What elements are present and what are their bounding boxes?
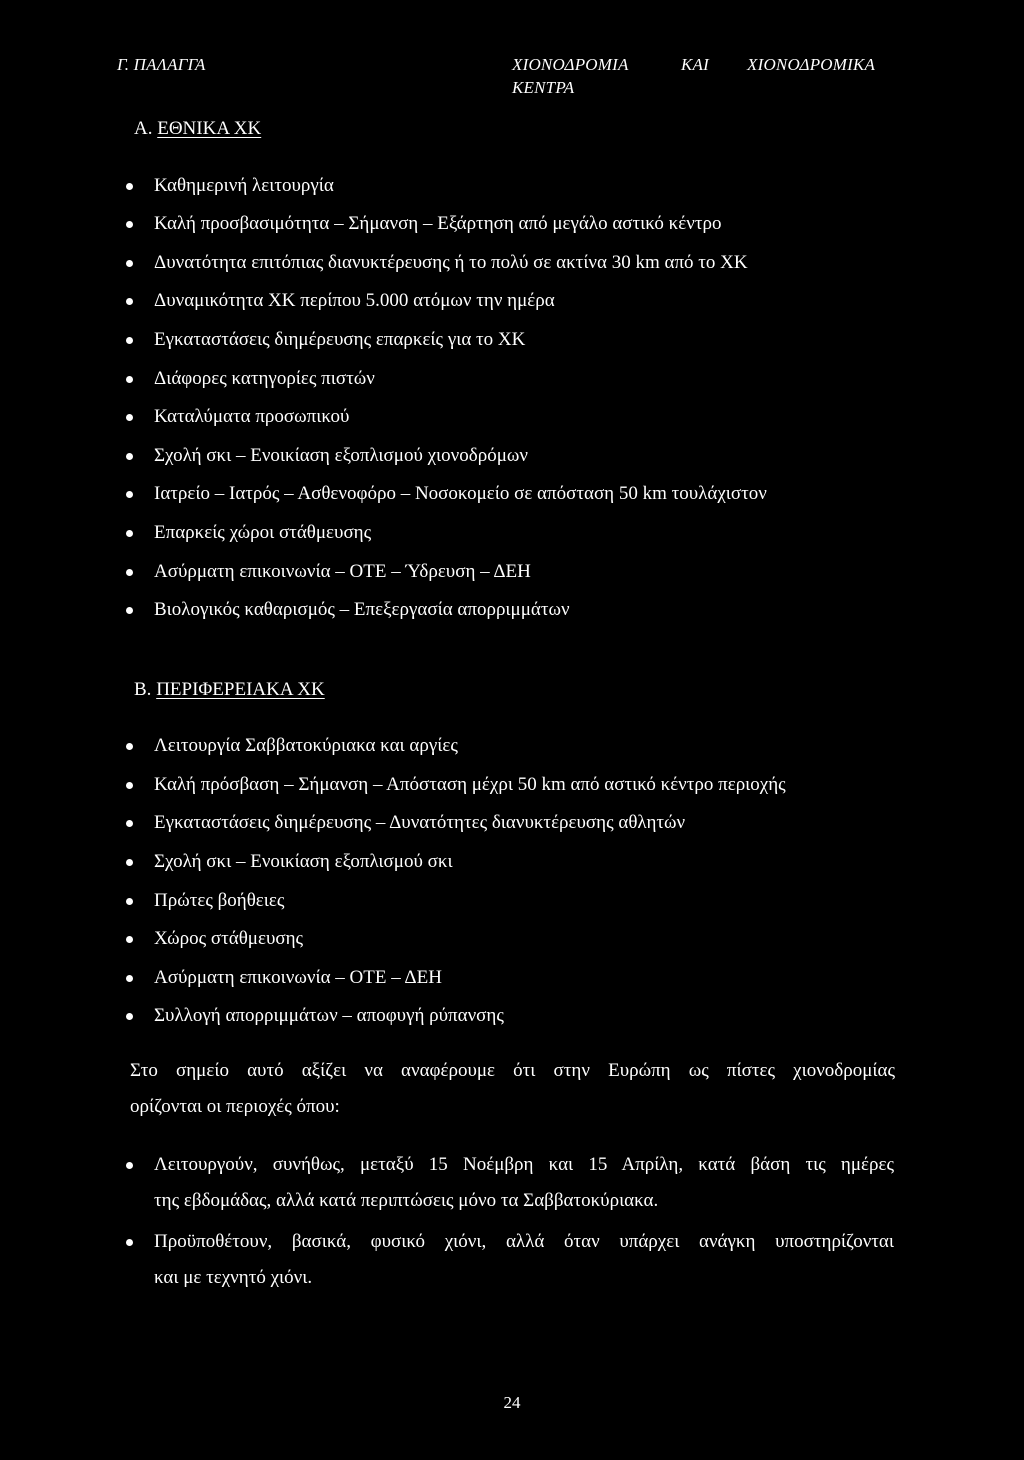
bullet-icon [126, 298, 133, 305]
bullet-icon [126, 183, 133, 190]
bullet-icon [126, 743, 133, 750]
bullet-icon [126, 1162, 133, 1169]
page-number: 24 [503, 1393, 521, 1412]
section-a-title: ΕΘΝΙΚΑ ΧΚ [157, 118, 262, 139]
bullet-icon [126, 782, 133, 789]
bullet-icon [126, 414, 133, 421]
bullet-icon [126, 936, 133, 943]
list-item [126, 1147, 896, 1219]
section-b-title: ΠΕΡΙΦΕΡΕΙΑΚΑ ΧΚ [156, 679, 325, 700]
bullet-icon [126, 898, 133, 905]
bullet-icon [126, 530, 133, 537]
bullet-icon [126, 376, 133, 383]
bullet-icon [126, 1239, 133, 1246]
section-b-prefix: Β. [134, 679, 152, 700]
bullet-icon [126, 453, 133, 460]
list-item [126, 1224, 896, 1296]
bullet-icon [126, 820, 133, 827]
header-title-word-3: ΧΙΟΝΟΔΡΟΜΙΚΑ [747, 55, 876, 74]
bullet-line-1: Λειτουργούν, συνήθως, μεταξύ 15 Νοέμβρη και 15 Απρίλη, κατά βάση τις ημέρες [154, 1154, 894, 1175]
paragraph-line-2: ορίζονται οι περιοχές όπου: [130, 1096, 340, 1117]
body-paragraph [130, 1053, 895, 1125]
section-b-heading [134, 678, 325, 702]
bullet-icon [126, 569, 133, 576]
header-title-word-1: ΧΙΟΝΟΔΡΟΜΙΑ [512, 55, 629, 74]
paragraph-line-1: Στο σημείο αυτό αξίζει να αναφέρουμε ότι στην Ευρώπη ως πίστες χιονοδρομίας [130, 1060, 895, 1081]
section-a-prefix: Α. [134, 118, 153, 139]
section-a-heading [134, 117, 261, 141]
header-title-line-2: ΚΕΝΤΡΑ [512, 78, 575, 97]
header-title-word-2: ΚΑΙ [681, 55, 709, 74]
bullet-icon [126, 607, 133, 614]
bullet-icon [126, 859, 133, 866]
header-author: Γ. ΠΑΛΑΓΓΑ [117, 55, 206, 74]
bullet-icon [126, 337, 133, 344]
bullet-line-2: και με τεχνητό χιόνι. [154, 1267, 313, 1288]
bullet-icon [126, 975, 133, 982]
bullet-icon [126, 221, 133, 228]
bullet-icon [126, 260, 133, 267]
bullet-line-1: Προϋποθέτουν, βασικά, φυσικό χιόνι, αλλά όταν υπάρχει ανάγκη υποστηρίζονται [154, 1231, 894, 1252]
bullet-icon [126, 491, 133, 498]
bullet-line-2: της εβδομάδας, αλλά κατά περιπτώσεις μόνο τα Σαββατοκύριακα. [154, 1190, 659, 1211]
bullet-icon [126, 1013, 133, 1020]
